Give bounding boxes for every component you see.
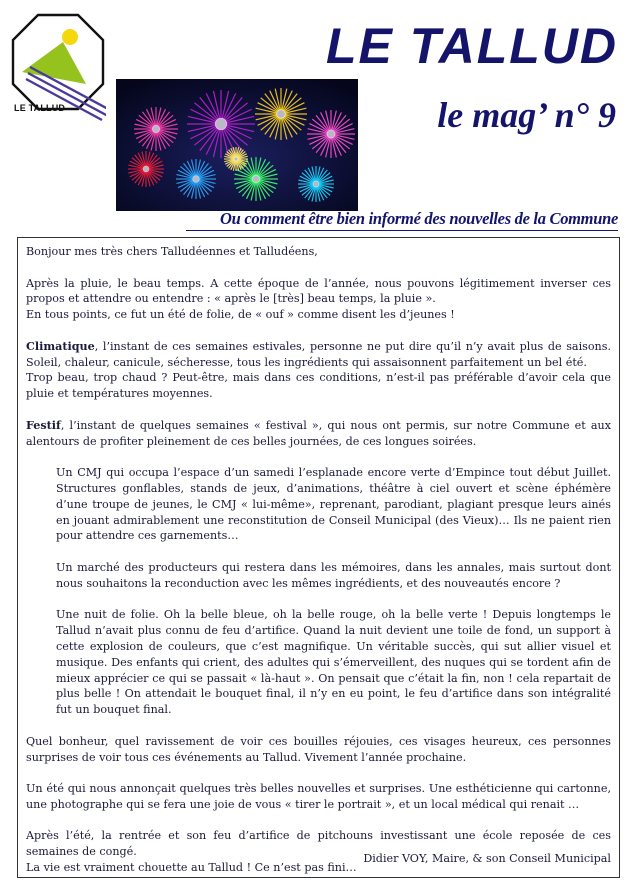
paragraph: [26, 418, 611, 450]
greeting: Bonjour mes très chers Talludéennes et Talludéens,: [26, 245, 318, 258]
lead-word: Climatique: [26, 339, 95, 353]
paragraph: Quel bonheur, quel ravissement de voir ces bouilles réjouies, ces visages heureux, ces personnes surprises de voir tous ces événements au Tallud. Vivement l’année prochaine.: [26, 734, 611, 764]
paragraph-text: , l’instant de quelques semaines « festival », qui nous ont permis, sur notre Commune et aux alentours de profiter pleinement de ces belles journées, de ces longues soirées.: [26, 418, 611, 448]
paragraph: Trop beau, trop chaud ? Peut-être, mais dans ces conditions, n’est-il pas préférable d’avoir cela que pluie et températures moyennes.: [26, 371, 611, 401]
tagline: Ou comment être bien informé des nouvelles de la Commune: [220, 209, 618, 228]
paragraph: Après la pluie, le beau temps. A cette époque de l’année, nous pouvons légitimement inverser ces propos et attendre ou entendre : « après le [très] beau temps, la pluie ».: [26, 276, 611, 306]
paragraph-text: , l’instant de ces semaines estivales, personne ne put dire qu’il n’y avait plus de saisons. Soleil, chaleur, canicule, sécheresse, tous les ingrédients qui assaisonnent parfaitement un bel été.: [26, 339, 611, 369]
tagline-underline: [186, 230, 618, 231]
fireworks-image: [116, 79, 358, 211]
issue-number: le mag’ n° 9: [437, 95, 616, 135]
masthead-title: LE TALLUD: [325, 18, 618, 74]
paragraph: [26, 339, 611, 371]
logo-text: LE TALLUD: [14, 103, 66, 113]
paragraph: Après l’été, la rentrée et son feu d’artifice de pitchouns investissant une école reposée de ces semaines de congé.: [26, 829, 611, 859]
lead-word: Festif: [26, 418, 61, 432]
paragraph: Un été qui nous annonçait quelques très belles nouvelles et surprises. Une esthéticienne qui cartonne, une photographe qui se fera une joie de vous « tirer le portrait », et un local médical qui renait …: [26, 782, 611, 811]
paragraph: Un marché des producteurs qui restera dans les mémoires, dans les annales, mais surtout dont nous souhaitons la reconduction avec les mêmes ingrédients, et des nouveautés encore ?: [56, 560, 611, 590]
paragraph: Une nuit de folie. Oh la belle bleue, oh la belle rouge, oh la belle verte ! Depuis longtemps le Tallud n’avait plus connu de feu d’artifice. Quand la nuit devient une toile de fond, un support à cette explosion de couleurs, que c’est magnifique. Un véritable succès, qui sut allier visuel et musique. Des enfants qui crient, des adultes qui s’émerveillent, des nuques qui se tordent afin de mieux apprécier ce qui se passait « là-haut ». On pensait que c’était la fin, non ! cela repartait de plus belle ! On attendait le bouquet final, il n’y en eu point, le feu d’artifice dans son intégralité fut un bouquet final.: [56, 608, 611, 717]
paragraph: Un CMJ qui occupa l’espace d’un samedi l’esplanade encore verte d’Empince tout début Juillet. Structures gonflables, stands de jeux, d’animations, théâtre à ciel ouvert et scène éphémère d’une troupe de jeunes, le CMJ « lui-même», reprenant, parodiant, plagiant presque leurs ainés en jouant admirablement une reconstitution de Conseil Municipal (des Vieux)… Ils ne paient rien pour attendre ces garnements…: [56, 466, 611, 543]
paragraph: En tous points, ce fut un été de folie, de « ouf » comme disent les d’jeunes !: [26, 308, 455, 322]
paragraph: La vie est vraiment chouette au Tallud ! Ce n’est pas fini…: [26, 861, 357, 875]
signature: Didier VOY, Maire, & son Conseil Municipal: [363, 852, 611, 866]
article-box: [17, 237, 620, 878]
